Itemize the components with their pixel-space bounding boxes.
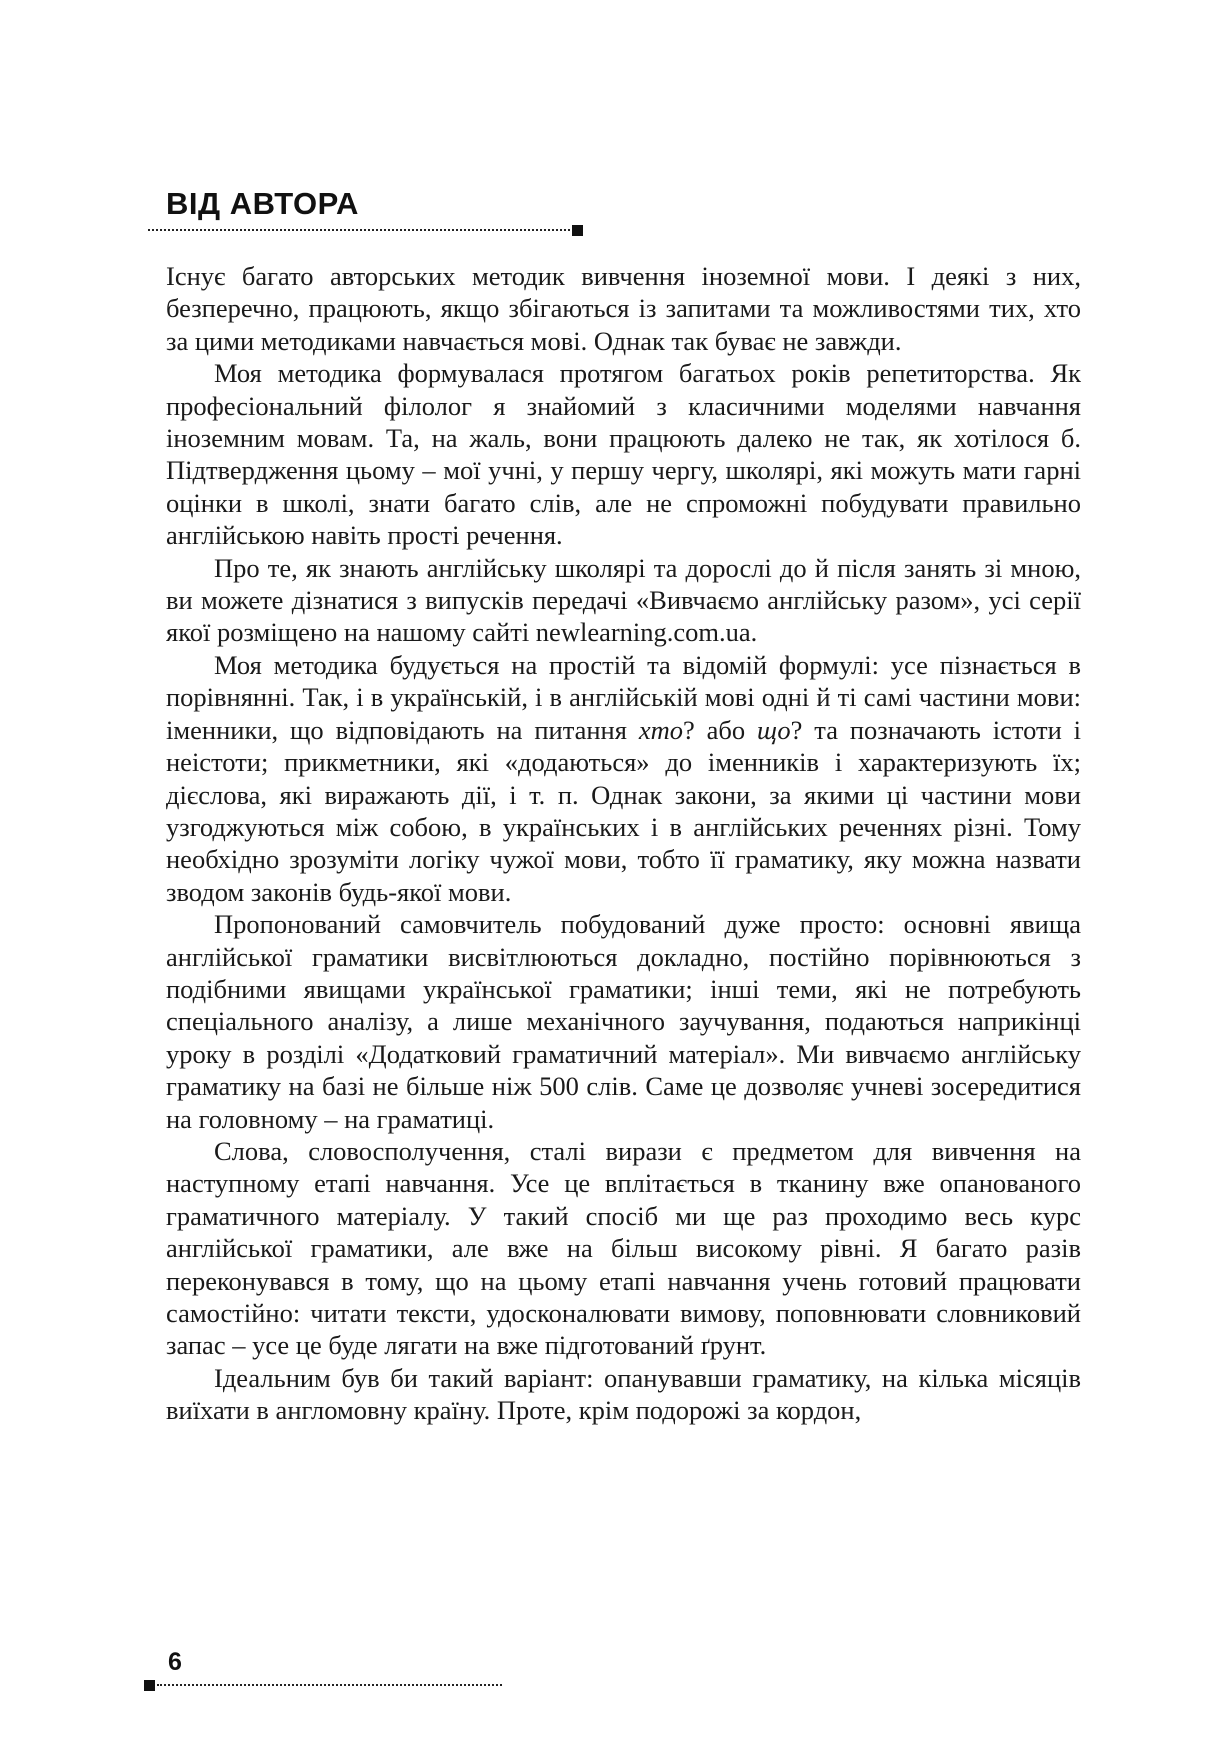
paragraph-4-text-c: ? та позначають істоти і неістоти; прикметники, які «додаються» до іменників і характеризують їх; дієслова, які виражають дії, і т. п. Однак закони, за якими ці частини мови узгоджуються між собою, в українських і в англійських реченнях різні. Тому необхідно зрозуміти логіку чужої мови, тобто її граматику, яку можна назвати зводом законів будь-якої мови. [166,714,1082,907]
paragraph-4 [166,649,1081,908]
paragraph-4-text-b: ? або [682,714,758,745]
paragraph-6: Слова, словосполучення, сталі вирази є предметом для вивчення на наступному етапі навчання. Усе це вплітається в тканину вже опанованого граматичного матеріалу. У такий спосіб ми ще раз проходимо весь курс англійської граматики, але вже на більш високому рівні. Я багато разів переконувався в тому, що на цьому етапі навчання учень готовий працювати самостійно: читати тексти, удосконалювати вимову, поповнювати словниковий запас – усе це буде лягати на вже підготований ґрунт. [166,1135,1081,1361]
page-number: 6 [168,1648,182,1676]
paragraph-1: Існує багато авторських методик вивчення іноземної мови. І деякі з них, безперечно, працюють, якщо збігаються із запитами та можливостями тих, хто за цими методиками навчається мові. Однак так буває не завжди. [166,261,1081,356]
italic-word-what: що [757,714,791,745]
italic-word-who: хто [638,714,683,745]
paragraph-3: Про те, як знають англійську школярі та дорослі до й після занять зі мною, ви можете дізнатися з випусків передачі «Вивчаємо англійську разом», усі серії якої розміщено на нашому сайті newlearning.com.ua. [166,552,1081,648]
heading-dotted-rule [148,229,574,231]
section-title: ВІД АВТОРА [166,186,359,221]
footer-square-marker [144,1680,155,1691]
heading-square-marker [572,225,583,236]
paragraph-2: Моя методика формувалася протягом багатьох років репетиторства. Як професіональний філолог я знайомий з класичними моделями навчання іноземним мовам. Та, на жаль, вони працюють далеко не так, як хотілося б. Підтвердження цьому – мої учні, у першу чергу, школярі, які можуть мати гарні оцінки в школі, знати багато слів, але не спроможні побудувати правильно англійською навіть прості речення. [166,358,1081,551]
paragraph-4-text-a: Моя методика будується на простій та відомій формулі: усе пізнається в порівнянні. Так, і в українській, і в англійській мові одні й ті самі частини мови: іменники, що відповідають на питання [166,649,1081,745]
paragraph-5: Пропонований самовчитель побудований дуже просто: основні явища англійської граматики висвітлюються докладно, постійно порівнюються з подібними явищами української граматики; інші теми, які не потребують спеціального аналізу, а лише механічного заучування, подаються наприкінці уроку в розділі «Додатковий граматичний матеріал». Ми вивчаємо англійську граматику на базі не більше ніж 500 слів. Саме це дозволяє учневі зосередитися на головному – на граматиці. [166,909,1081,1134]
body-text [166,260,1081,1427]
paragraph-7: Ідеальним був би такий варіант: опанувавши граматику, на кілька місяців виїхати в англомовну країну. Проте, крім подорожі за кордон, [166,1362,1081,1426]
footer-dotted-rule [157,1684,502,1686]
